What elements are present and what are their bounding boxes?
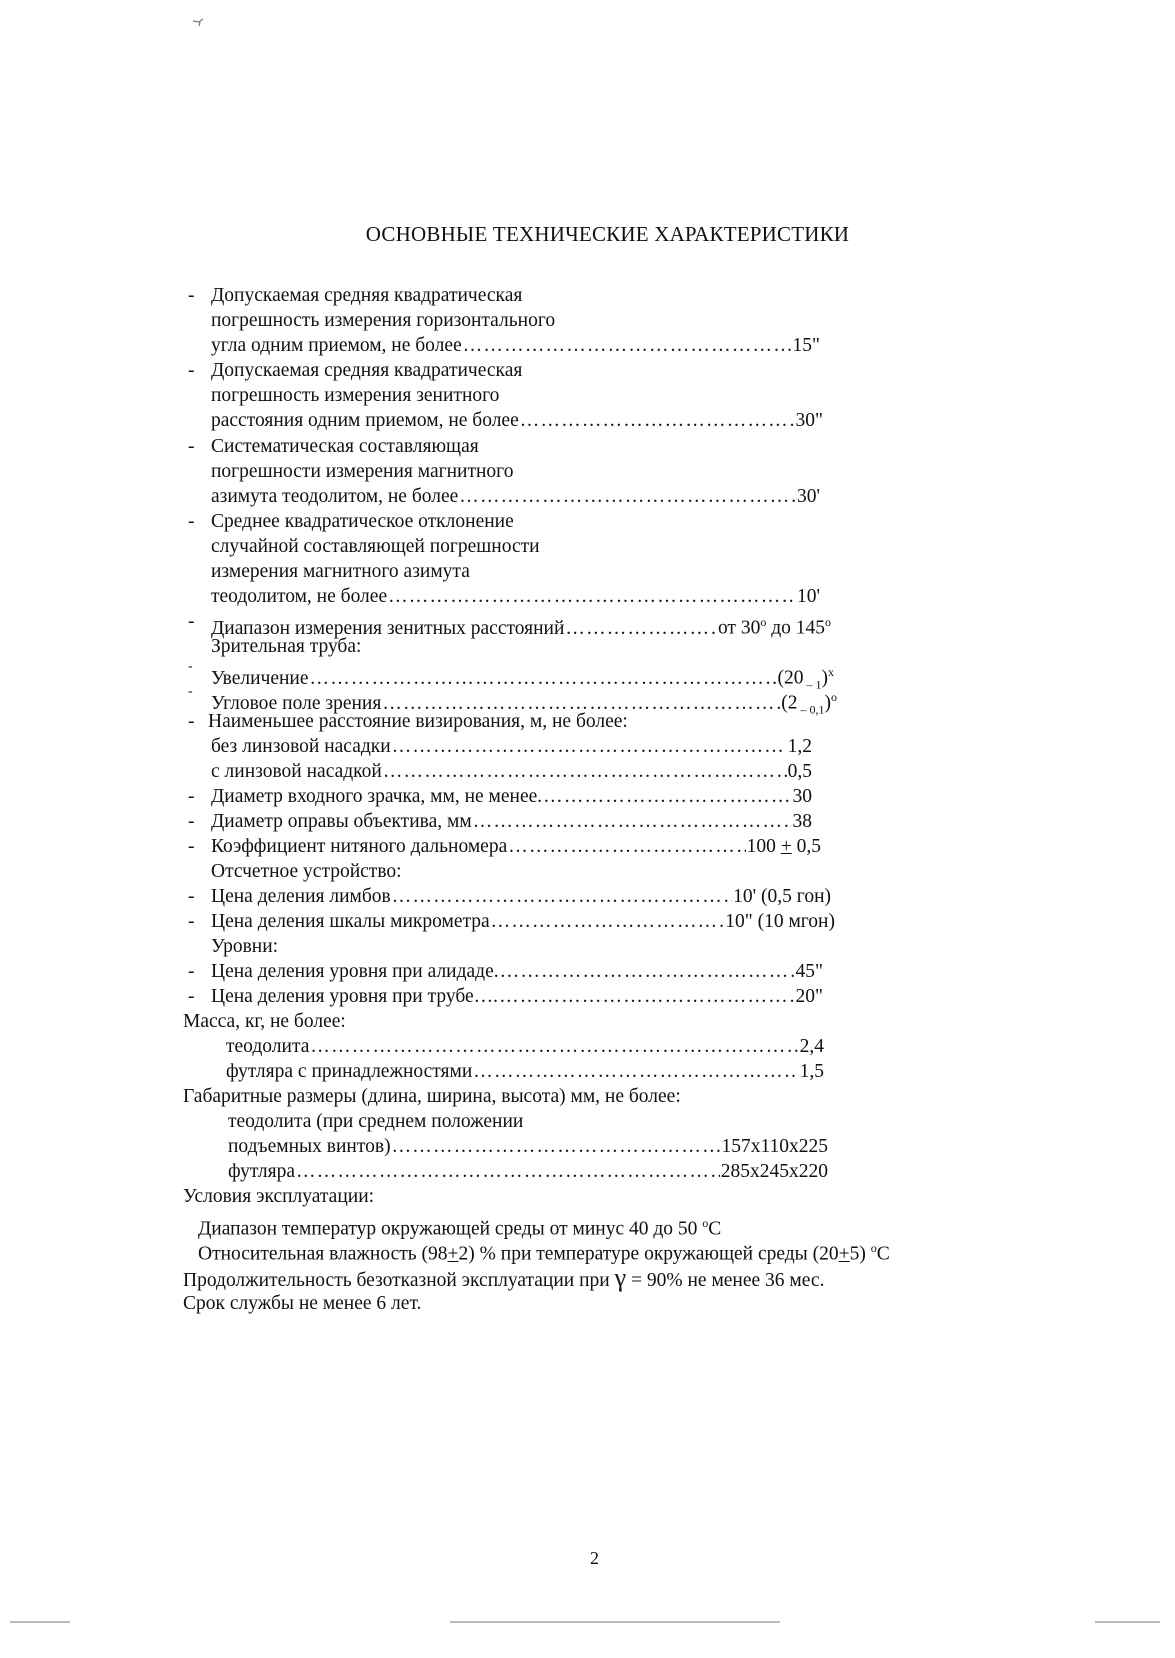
- spec-value: 0,5: [787, 761, 812, 782]
- list-bullet: -: [188, 986, 195, 1007]
- spec-text: погрешность измерения горизонтального: [211, 310, 556, 331]
- spec-service-life: Срок службы не менее 6 лет.: [183, 1293, 422, 1314]
- page-number: 2: [590, 1548, 599, 1568]
- spec-row-entrance-pupil: [211, 784, 812, 810]
- spec-text: погрешность измерения зенитного: [211, 385, 500, 406]
- spec-value: 1,2: [787, 736, 812, 757]
- spec-text: Систематическая составляющая: [211, 436, 479, 457]
- leader-dots: [543, 784, 791, 810]
- list-bullet: -: [188, 511, 195, 532]
- spec-row-without-lens: [211, 734, 812, 760]
- scan-artifact-line: [10, 1621, 70, 1623]
- leader-dots: [473, 809, 792, 835]
- leader-dots: [383, 759, 787, 785]
- leader-dots: [392, 734, 787, 760]
- spec-row-zenith-distance: [211, 408, 823, 434]
- spec-text: измерения магнитного азимута: [211, 561, 470, 582]
- list-bullet: -: [188, 711, 195, 732]
- spec-label: теодолитом, не более: [211, 586, 388, 607]
- spec-label: Увеличение: [211, 667, 309, 689]
- spec-value: 2,4: [799, 1036, 824, 1057]
- spec-row-dim-case: [228, 1159, 828, 1185]
- spec-label: азимута теодолитом, не более: [211, 486, 459, 507]
- spec-label: футляра с принадлежностями: [226, 1061, 473, 1082]
- scan-artifact-line: [450, 1621, 780, 1623]
- spec-temperature: Диапазон температур окружающей среды от минус 40 до 50 $^o$C: [198, 1216, 722, 1240]
- list-bullet: -: [188, 436, 195, 457]
- list-bullet: -: [188, 886, 195, 907]
- spec-row-limb: [211, 884, 831, 910]
- scan-artifact-line: [1095, 1621, 1160, 1623]
- spec-value: 285x245x220: [720, 1161, 828, 1182]
- section-heading-telescope: Зрительная труба:: [211, 636, 362, 657]
- leader-dots: [392, 1134, 721, 1160]
- spec-value: 30': [796, 486, 820, 507]
- list-bullet: -: [188, 285, 195, 306]
- spec-row-horizontal-angle: [211, 333, 820, 359]
- spec-label: подъемных винтов): [228, 1136, 391, 1157]
- section-heading-levels: Уровни:: [211, 936, 279, 957]
- spec-reliability: Продолжительность безотказной эксплуатации при γ = 90% не менее 36 мес.: [183, 1263, 825, 1292]
- spec-label: Диапазон измерения зенитных расстояний: [211, 617, 565, 639]
- spec-row-azimuth-random: [211, 584, 820, 610]
- spec-value: (20 $_{- 1}$)$^x$: [777, 665, 834, 692]
- leader-dots: [388, 584, 796, 610]
- spec-text: Допускаемая средняя квадратическая: [211, 360, 523, 381]
- list-bullet: -: [188, 911, 195, 932]
- leader-dots: [520, 408, 795, 434]
- section-heading-dimensions: Габаритные размеры (длина, ширина, высота) мм, не более:: [183, 1086, 681, 1107]
- spec-value: 10" (10 мгон): [725, 911, 835, 932]
- list-bullet: -: [188, 611, 195, 632]
- spec-row-with-lens: [211, 759, 812, 785]
- spec-value: 157x110x225: [721, 1136, 828, 1157]
- spec-label: Угловое поле зрения: [211, 692, 382, 714]
- leader-dots: [500, 959, 795, 985]
- leader-dots: [296, 1159, 720, 1185]
- spec-value: 1,5: [799, 1061, 824, 1082]
- spec-row-mass-case: [226, 1059, 824, 1085]
- spec-label: футляра: [228, 1161, 296, 1182]
- spec-row-micrometer: [211, 909, 835, 935]
- spec-value: 100 + 0,5: [746, 836, 821, 857]
- spec-text: случайной составляющей погрешности: [211, 536, 540, 557]
- spec-label: угла одним приемом, не более: [211, 335, 462, 356]
- leader-dots: [565, 616, 717, 642]
- list-bullet: -: [188, 659, 193, 674]
- spec-value: от 30$^o$ до 145$^o$: [717, 615, 831, 639]
- spec-label: Коэффициент нитяного дальномера: [211, 836, 508, 857]
- leader-dots: [473, 1059, 798, 1085]
- list-bullet: -: [188, 360, 195, 381]
- list-bullet: -: [188, 961, 195, 982]
- scan-artifact-mark: [192, 15, 206, 25]
- leader-dots: [392, 884, 732, 910]
- spec-value: 20": [795, 986, 823, 1007]
- spec-label: расстояния одним приемом, не более: [211, 410, 519, 431]
- page-title: ОСНОВНЫЕ ТЕХНИЧЕСКИЕ ХАРАКТЕРИСТИКИ: [365, 222, 850, 246]
- spec-label: с линзовой насадкой: [211, 761, 382, 782]
- spec-text: теодолита (при среднем положении: [228, 1111, 524, 1132]
- spec-row-mass-theodolite: [226, 1034, 824, 1060]
- list-bullet: -: [188, 836, 195, 857]
- leader-dots: [491, 909, 725, 935]
- leader-dots: [499, 984, 794, 1010]
- spec-label: Цена деления шкалы микрометра: [211, 911, 490, 932]
- spec-value: 10' (0,5 гон): [733, 886, 831, 907]
- spec-text: Допускаемая средняя квадратическая: [211, 285, 523, 306]
- spec-text: погрешности измерения магнитного: [211, 461, 514, 482]
- section-heading-reading: Отсчетное устройство:: [211, 861, 402, 882]
- spec-row-lens-frame: [211, 809, 812, 835]
- leader-dots: [463, 333, 792, 359]
- spec-row-tube-level: [211, 984, 823, 1010]
- spec-value: (2 $_{- 0,1}$)$^o$: [781, 690, 837, 717]
- spec-label: без линзовой насадки: [211, 736, 391, 757]
- spec-humidity: Относительная влажность (98+2) % при температуре окружающей среды (20+5) $^o$C: [198, 1241, 890, 1265]
- section-heading-conditions: Условия эксплуатации:: [183, 1186, 375, 1207]
- section-heading-min-distance: Наименьшее расстояние визирования, м, не более:: [208, 711, 628, 732]
- list-bullet: -: [188, 811, 195, 832]
- spec-label: Цена деления лимбов: [211, 886, 391, 907]
- spec-value: 30": [795, 410, 823, 431]
- spec-row-rangefinder: [211, 834, 821, 860]
- spec-label: Диаметр входного зрачка, мм, не менее.: [211, 786, 543, 807]
- spec-label: Диаметр оправы объектива, мм: [211, 811, 472, 832]
- list-bullet: -: [188, 684, 193, 699]
- spec-row-azimuth-systematic: [211, 484, 820, 510]
- spec-row-alidade-level: [211, 959, 823, 985]
- spec-row-dim-theodolite: [228, 1134, 828, 1160]
- list-bullet: -: [188, 786, 195, 807]
- spec-text: Среднее квадратическое отклонение: [211, 511, 514, 532]
- spec-label: Цена деления уровня при алидаде.: [211, 961, 499, 982]
- spec-label: теодолита: [226, 1036, 310, 1057]
- section-heading-mass: Масса, кг, не более:: [183, 1011, 346, 1032]
- leader-dots: [310, 1034, 798, 1060]
- spec-value: 10': [796, 586, 820, 607]
- spec-value: 30: [792, 786, 812, 807]
- spec-label: Цена деления уровня при трубе….: [211, 986, 499, 1007]
- spec-value: 45": [795, 961, 823, 982]
- spec-value: 15": [792, 335, 820, 356]
- leader-dots: [508, 834, 745, 860]
- leader-dots: [459, 484, 796, 510]
- spec-value: 38: [792, 811, 812, 832]
